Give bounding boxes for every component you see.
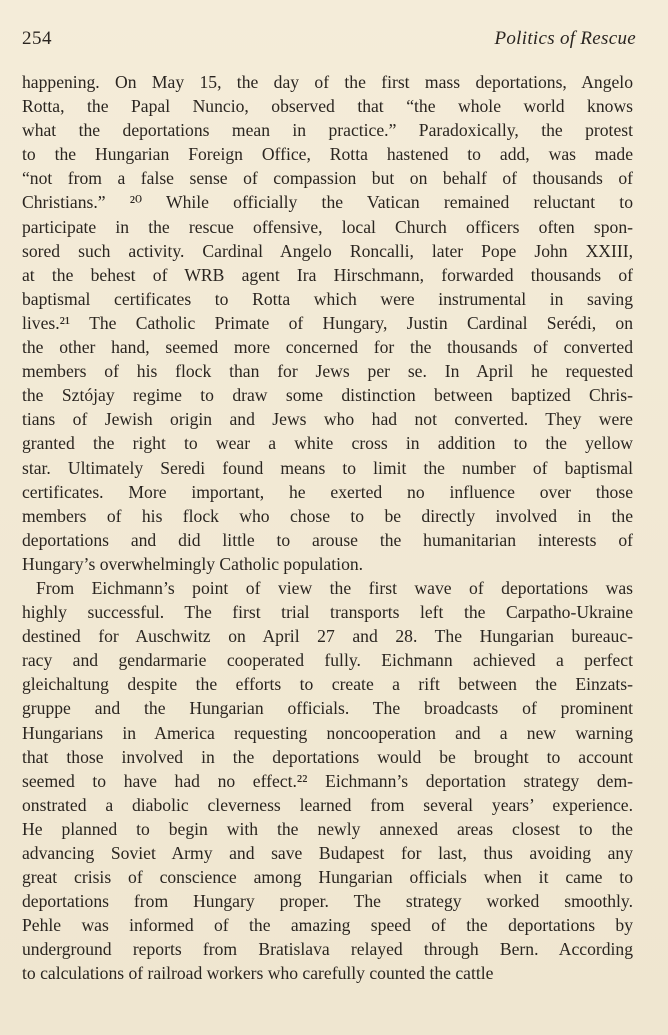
text-line: Christians.” ²⁰ While officially the Vatican remained reluctant to — [22, 192, 633, 213]
text-line: participate in the rescue offensive, local Church officers often spon- — [22, 216, 633, 237]
text-line: highly successful. The first trial transports left the Carpatho-Ukraine — [22, 602, 633, 623]
text-line: racy and gendarmarie cooperated fully. Eichmann achieved a perfect — [22, 650, 633, 671]
text-line: the Sztójay regime to draw some distinction between baptized Chris- — [22, 385, 633, 406]
text-line: tians of Jewish origin and Jews who had not converted. They were — [22, 409, 633, 430]
text-line: sored such activity. Cardinal Angelo Roncalli, later Pope John XXIII, — [22, 240, 633, 261]
text-line: Hungarians in America requesting noncooperation and a new warning — [22, 722, 633, 743]
text-line: “not from a false sense of compassion but on behalf of thousands of — [22, 168, 633, 189]
text-line: baptismal certificates to Rotta which were instrumental in saving — [22, 288, 633, 309]
text-line: Rotta, the Papal Nuncio, observed that “the whole world knows — [22, 96, 633, 117]
text-line: members of his flock who chose to be directly involved in the — [22, 505, 633, 526]
text-line: certificates. More important, he exerted no influence over those — [22, 481, 633, 502]
text-line: destined for Auschwitz on April 27 and 28. The Hungarian bureauc- — [22, 626, 633, 647]
text-line: members of his flock than for Jews per se. In April he requested — [22, 361, 633, 382]
text-line: that those involved in the deportations would be brought to account — [22, 746, 633, 767]
text-line: He planned to begin with the newly annexed areas closest to the — [22, 818, 633, 839]
text-line: what the deportations mean in practice.” Paradoxically, the protest — [22, 120, 633, 141]
text-line: star. Ultimately Seredi found means to limit the number of baptismal — [22, 457, 633, 478]
text-line: gleichaltung despite the efforts to create a rift between the Einzats- — [22, 674, 633, 695]
text-line: at the behest of WRB agent Ira Hirschmann, forwarded thousands of — [22, 264, 633, 285]
paragraph-start-line: From Eichmann’s point of view the first wave of deportations was — [36, 577, 633, 598]
text-line: to the Hungarian Foreign Office, Rotta hastened to add, was made — [22, 144, 633, 165]
text-line: great crisis of conscience among Hungarian officials when it came to — [22, 867, 633, 888]
paragraph-end-line: Hungary’s overwhelmingly Catholic population. — [22, 553, 364, 574]
text-line: to calculations of railroad workers who carefully counted the cattle — [22, 963, 494, 984]
text-line: Pehle was informed of the amazing speed of the deportations by — [22, 915, 633, 936]
running-head — [22, 28, 636, 54]
text-line: gruppe and the Hungarian officials. The broadcasts of prominent — [22, 698, 633, 719]
text-line: deportations and did little to arouse the humanitarian interests of — [22, 529, 633, 550]
text-line: happening. On May 15, the day of the first mass deportations, Angelo — [22, 72, 633, 92]
text-line: lives.²¹ The Catholic Primate of Hungary, Justin Cardinal Serédi, on — [22, 312, 633, 333]
text-line: deportations from Hungary proper. The strategy worked smoothly. — [22, 891, 633, 912]
body-text — [22, 70, 633, 986]
text-line: advancing Soviet Army and save Budapest for last, thus avoiding any — [22, 843, 633, 863]
text-line: seemed to have had no effect.²² Eichmann’s deportation strategy dem- — [22, 770, 633, 791]
page-number: 254 — [22, 28, 52, 49]
text-line: onstrated a diabolic cleverness learned from several years’ experience. — [22, 794, 633, 815]
text-line: the other hand, seemed more concerned for the thousands of converted — [22, 337, 633, 358]
text-line: granted the right to wear a white cross in addition to the yellow — [22, 433, 633, 454]
text-line: underground reports from Bratislava relayed through Bern. According — [22, 939, 633, 960]
running-title: Politics of Rescue — [494, 28, 636, 49]
